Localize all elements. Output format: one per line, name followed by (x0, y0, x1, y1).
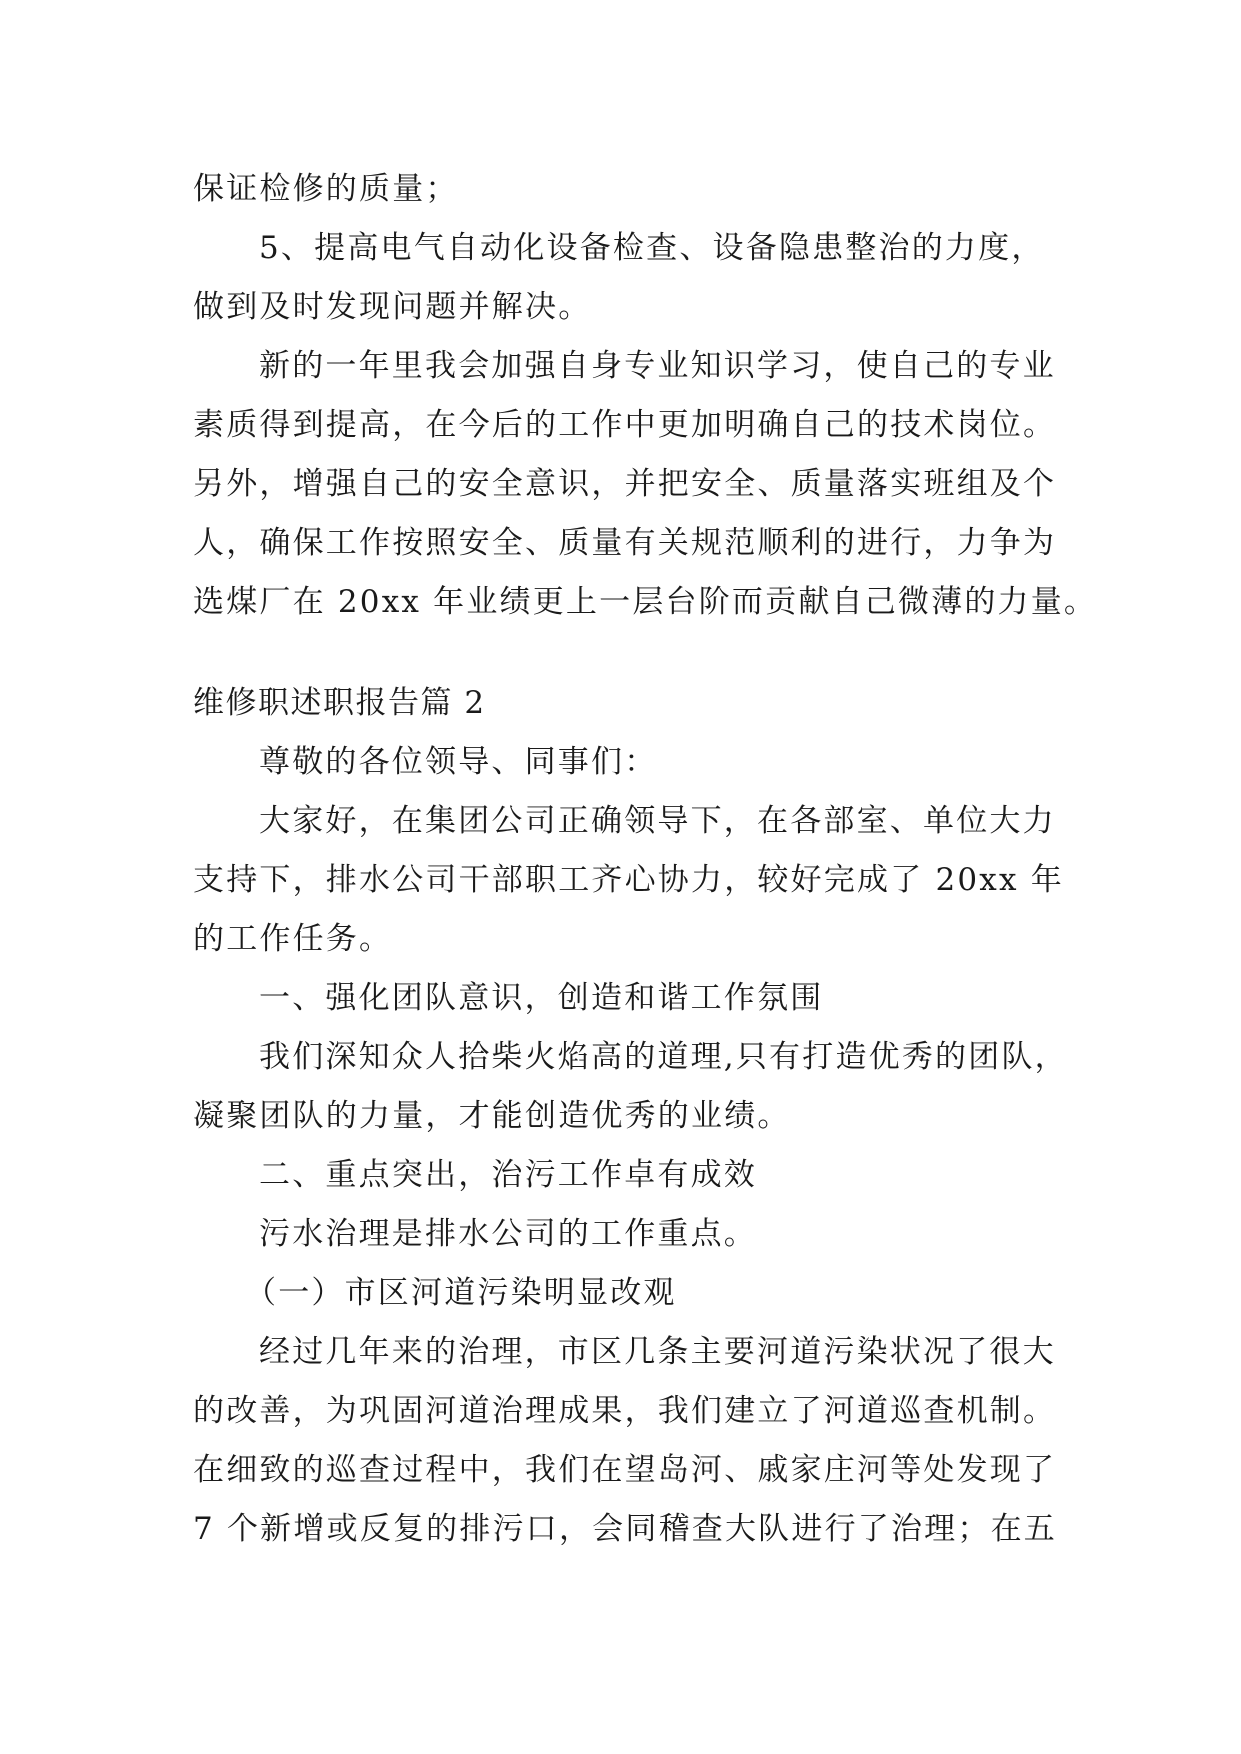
text-line: 素质得到提高，在今后的工作中更加明确自己的技术岗位。 (193, 407, 1057, 443)
section-title: 维修职述职报告篇 2 (193, 685, 486, 721)
document-body (193, 160, 1098, 1559)
subheading: 二、重点突出，治污工作卓有成效 (259, 1157, 757, 1193)
text-line: 新的一年里我会加强自身专业知识学习，使自己的专业 (259, 348, 1056, 384)
salutation: 尊敬的各位领导、同事们： (259, 744, 658, 780)
text-line: 做到及时发现问题并解决。 (193, 289, 592, 325)
text-line: 大家好，在集团公司正确领导下，在各部室、单位大力 (259, 803, 1056, 839)
subheading: （一）市区河道污染明显改观 (245, 1275, 677, 1311)
text-line: 5、提高电气自动化设备检查、设备隐患整治的力度， (259, 230, 1045, 266)
text-line: 7 个新增或反复的排污口，会同稽查大队进行了治理；在五 (193, 1511, 1057, 1547)
text-line: 选煤厂在 20xx 年业绩更上一层台阶而贡献自己微薄的力量。 (193, 584, 1098, 620)
text-line: 经过几年来的治理，市区几条主要河道污染状况了很大 (259, 1334, 1056, 1370)
text-line: 我们深知众人拾柴火焰高的道理,只有打造优秀的团队， (259, 1039, 1068, 1075)
text-line: 的改善，为巩固河道治理成果，我们建立了河道巡查机制。 (193, 1393, 1057, 1429)
text-line: 污水治理是排水公司的工作重点。 (259, 1216, 757, 1252)
text-line: 人，确保工作按照安全、质量有关规范顺利的进行，力争为 (193, 525, 1057, 561)
text-line: 另外，增强自己的安全意识，并把安全、质量落实班组及个 (193, 466, 1057, 502)
text-line: 保证检修的质量； (193, 171, 459, 207)
text-line: 支持下，排水公司干部职工齐心协力，较好完成了 20xx 年 (193, 862, 1064, 898)
text-line: 凝聚团队的力量，才能创造优秀的业绩。 (193, 1098, 791, 1134)
text-line: 在细致的巡查过程中，我们在望岛河、戚家庄河等处发现了 (193, 1452, 1057, 1488)
text-line: 的工作任务。 (193, 921, 393, 957)
subheading: 一、强化团队意识，创造和谐工作氛围 (259, 980, 824, 1016)
section-gap (193, 632, 1073, 674)
